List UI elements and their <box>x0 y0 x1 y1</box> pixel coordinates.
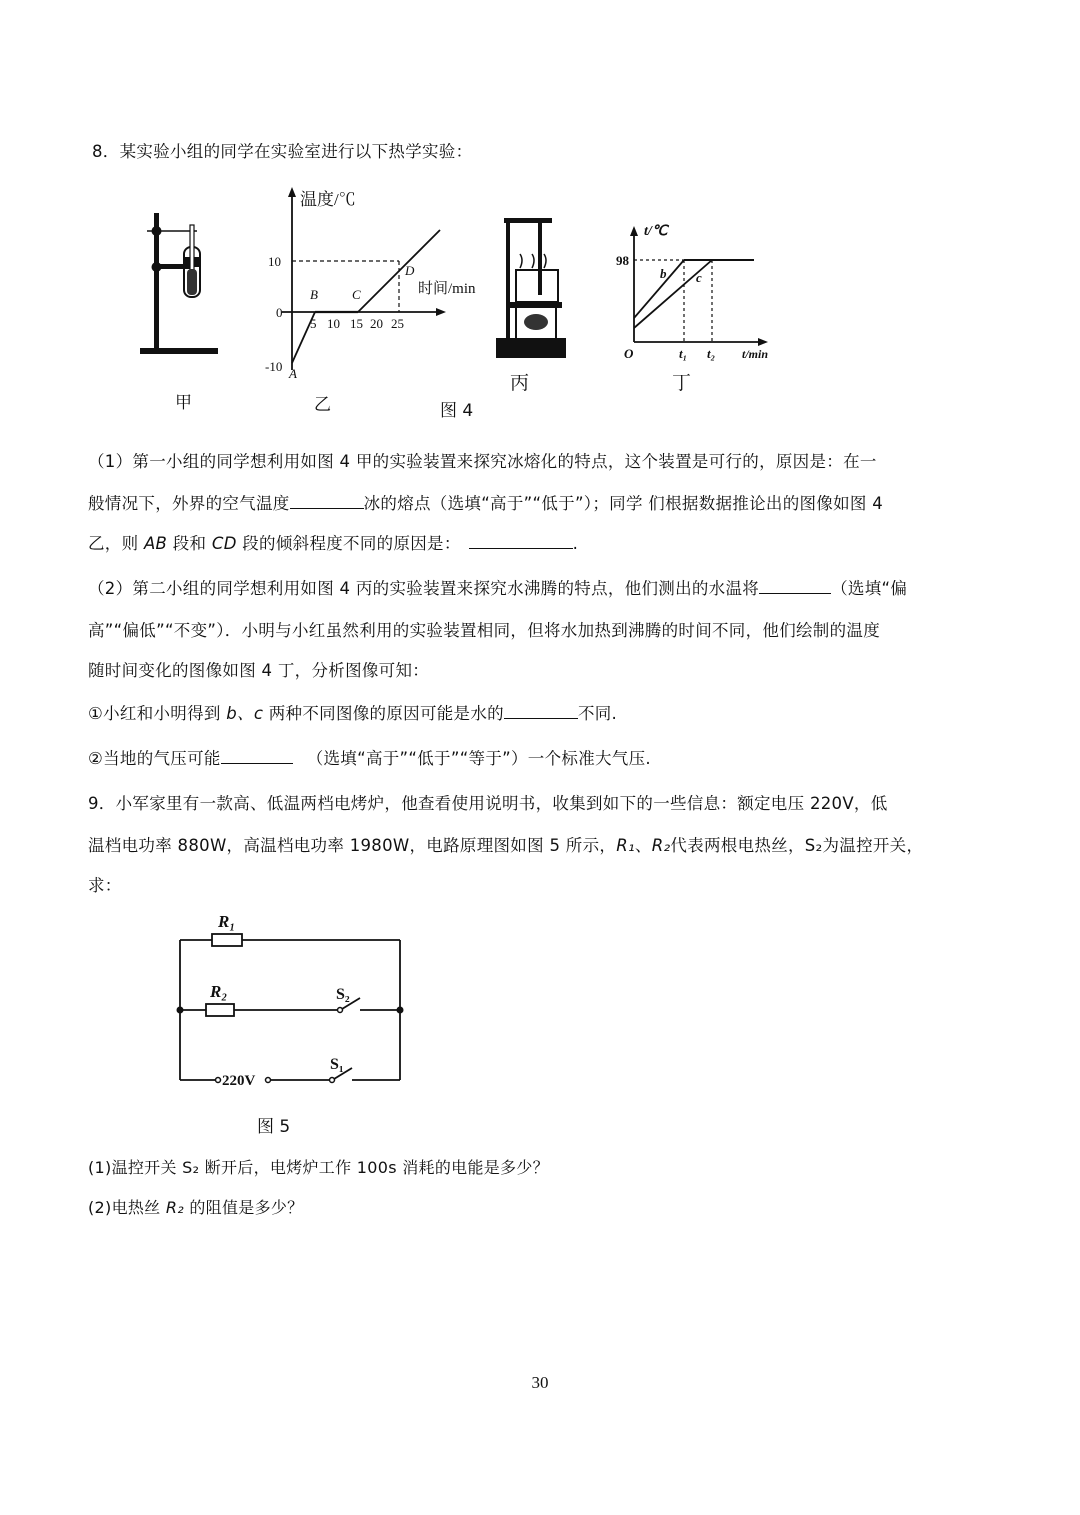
q8-title: 8．某实验小组的同学在实验室进行以下热学实验： <box>92 142 473 161</box>
circuit-diagram <box>170 905 415 1095</box>
chart-ding-xlabel: t/min <box>742 347 769 361</box>
chart-yi-xtick-10: 10 <box>327 316 340 331</box>
label-ding: 丁 <box>672 372 692 394</box>
resistor-r1 <box>212 934 242 946</box>
chart-ding-t1: t₁ <box>679 346 688 361</box>
chart-yi-ylabel: 温度/℃ <box>300 190 356 209</box>
q9-line2: 温档电功率 880W，高温档电功率 1980W，电路原理图如图 5 所示，R₁、R₂代表两根电热丝，S₂为温控开关， <box>88 836 924 855</box>
chart-yi-point-a: A <box>289 366 297 380</box>
label-voltage: 220V <box>222 1073 256 1089</box>
q9-question1: (1)温控开关 S₂ 断开后，电烤炉工作 100s 消耗的电能是多少？ <box>88 1158 549 1177</box>
chart-ding <box>612 218 784 368</box>
chart-yi-xtick-25: 25 <box>391 316 404 331</box>
answer-blank-water-temp[interactable] <box>759 579 831 594</box>
fig4-caption: 图 4 <box>440 401 474 421</box>
q9-line1: 9．小军家里有一款高、低温两档电烤炉，他查看使用说明书，收集到如下的一些信息：额定电压 220V，低 <box>88 794 888 813</box>
q8-p2-sub2: ②当地的气压可能 （选填“高于”“低于”“等于”）一个标准大气压. <box>88 749 651 768</box>
chart-ding-ylabel: t/℃ <box>644 224 668 239</box>
chart-yi-point-c: C <box>352 287 361 302</box>
figure-jia-apparatus <box>135 205 225 357</box>
chart-yi-xtick-15: 15 <box>350 316 363 331</box>
chart-yi <box>262 185 494 380</box>
chart-ding-label-c: c <box>696 270 702 285</box>
chart-yi-ytick-neg10: -10 <box>265 359 283 374</box>
answer-blank-water-mass[interactable] <box>504 704 578 719</box>
label-r1: R₁ <box>218 912 236 931</box>
q8-p1-line3: 乙，则 AB 段和 CD 段的倾斜程度不同的原因是： . <box>88 534 579 553</box>
q9-line3: 求： <box>88 876 122 895</box>
answer-blank-air-temp[interactable] <box>290 494 364 509</box>
chart-yi-point-d: D <box>405 263 415 278</box>
chart-yi-point-b: B <box>310 287 318 302</box>
label-bing: 丙 <box>510 372 530 394</box>
q8-p1-line2: 般情况下，外界的空气温度 冰的熔点（选填“高于”“低于”）；同学 们根据数据推论出的图像如图 4 <box>88 494 884 513</box>
label-jia: 甲 <box>175 393 192 413</box>
chart-ding-origin: O <box>624 346 634 361</box>
figure-bing-apparatus <box>492 210 572 362</box>
label-s2: S₂ <box>336 986 350 1003</box>
label-yi: 乙 <box>314 395 331 415</box>
q8-p1-line1: （1）第一小组的同学想利用如图 4 甲的实验装置来探究冰熔化的特点，这个装置是可行的，原因是：在一 <box>88 452 877 471</box>
chart-yi-ytick-10: 10 <box>268 254 281 269</box>
q8-p2-line1: （2）第二小组的同学想利用如图 4 丙的实验装置来探究水沸腾的特点，他们测出的水温将 （选填“偏 <box>88 579 908 598</box>
answer-blank-slope-reason[interactable] <box>469 534 573 549</box>
q8-p2-line2: 高”“偏低”“不变”）．小明与小红虽然利用的实验装置相同，但将水加热到沸腾的时间不同，他们绘制的温度 <box>88 621 880 640</box>
chart-yi-xtick-5: 5 <box>310 316 317 331</box>
answer-blank-pressure[interactable] <box>221 749 293 764</box>
chart-yi-xtick-20: 20 <box>370 316 383 331</box>
q9-question2: (2)电热丝 R₂ 的阻值是多少？ <box>88 1198 304 1217</box>
q8-p2-line3: 随时间变化的图像如图 4 丁，分析图像可知： <box>88 661 430 680</box>
resistor-r2 <box>206 1004 234 1016</box>
chart-ding-ytick-98: 98 <box>616 253 629 268</box>
q8-p2-sub1: ①小红和小明得到 b、c 两种不同图像的原因可能是水的 不同. <box>88 704 618 723</box>
page-number: 30 <box>531 1373 549 1392</box>
chart-yi-xlabel: 时间/min <box>418 281 476 297</box>
chart-ding-t2: t₂ <box>707 346 716 361</box>
chart-ding-series-b <box>634 260 684 318</box>
label-r2: R₂ <box>210 982 228 1001</box>
chart-ding-label-b: b <box>660 266 667 281</box>
chart-yi-ytick-0: 0 <box>276 305 283 320</box>
label-s1: S₁ <box>330 1056 344 1073</box>
fig5-caption: 图 5 <box>257 1117 291 1137</box>
